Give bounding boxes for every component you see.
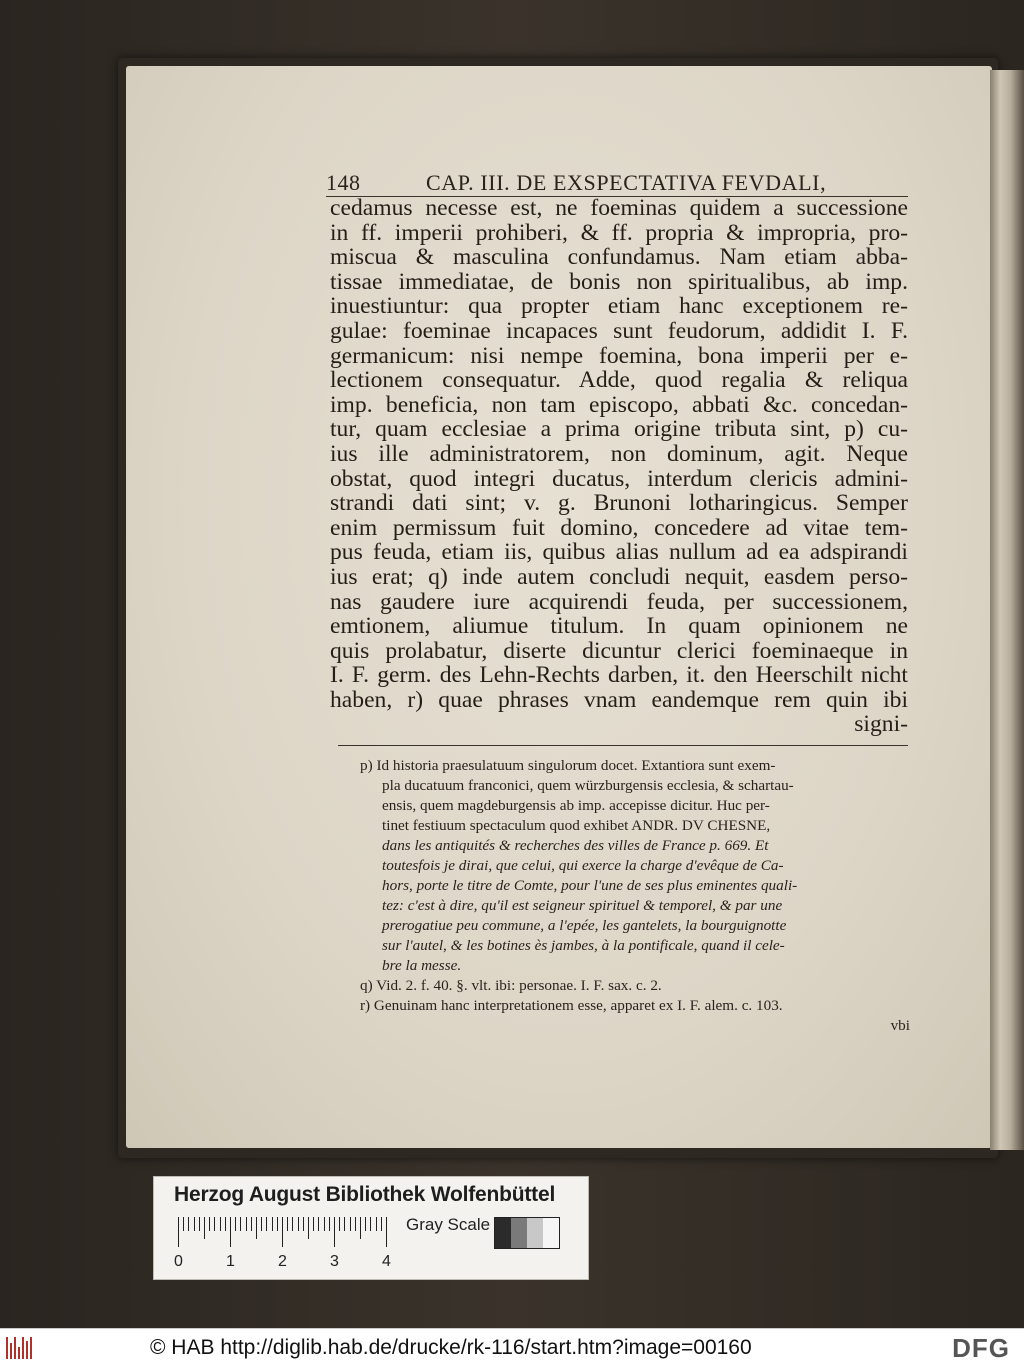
body-line: in ff. imperii prohiberi, & ff. propria & impropria, pro- <box>330 220 908 246</box>
ruler-tick <box>287 1217 288 1231</box>
ruler-tick <box>188 1217 189 1231</box>
ruler-tick <box>230 1217 231 1247</box>
ruler-tick <box>235 1217 236 1231</box>
gray-swatch <box>543 1218 559 1248</box>
ruler-label: 2 <box>278 1253 287 1270</box>
ruler-tick <box>246 1217 247 1231</box>
ruler-tick <box>298 1217 299 1231</box>
ruler-tick <box>386 1217 387 1247</box>
body-line: tissae immediatae, de bonis non spiritualibus, ab imp. <box>330 269 908 295</box>
color-calibration-bar <box>153 1176 589 1280</box>
footnote-line: toutesfois je dirai, que celui, qui exerce la charge d'evêque de Ca- <box>382 857 784 874</box>
ruler-tick <box>266 1217 267 1231</box>
dfg-logo: DFG <box>952 1333 1010 1363</box>
body-line: quis prolabatur, diserte dicuntur clerici foeminaeque in <box>330 638 908 664</box>
ruler-tick <box>318 1217 319 1231</box>
body-line: pus feuda, etiam iis, quibus alias nullum ad ea adspirandi <box>330 540 908 565</box>
running-title: CAP. III. DE EXSPECTATIVA FEVDALI, <box>426 170 827 195</box>
body-line: enim permissum fuit domino, concedere ad vitae tem- <box>330 515 908 541</box>
footnote-line: prerogatiue peu commune, a l'epée, les gantelets, la bourguignotte <box>382 917 787 934</box>
footnote-line: hors, porte le titre de Comte, pour l'une de ses plus eminentes quali- <box>382 877 798 894</box>
gray-swatch <box>511 1218 527 1248</box>
ruler-tick <box>272 1217 273 1231</box>
ruler-label: 4 <box>382 1253 391 1270</box>
ruler-tick <box>214 1217 215 1231</box>
page-header <box>326 168 908 197</box>
body-line: tur, quam ecclesiae a prima origine tributa sint, p) cu- <box>330 417 908 442</box>
body-line: haben, r) quae phrases vnam eandemque rem quin ibi <box>330 687 908 713</box>
ruler-tick <box>381 1217 382 1231</box>
footnote-line: tinet festiuum spectaculum quod exhibet ANDR. DV CHESNE, <box>382 817 771 834</box>
ruler-tick <box>220 1217 221 1231</box>
catchword: signi- <box>854 712 908 738</box>
ruler-tick <box>350 1217 351 1231</box>
ruler-tick <box>324 1217 325 1231</box>
ruler-tick <box>204 1217 205 1239</box>
footnote-line: q) Vid. 2. f. 40. §. vlt. ibi: personae. I. F. sax. c. 2. <box>360 977 662 994</box>
ruler-label: 3 <box>330 1253 339 1270</box>
page-number: 148 <box>326 170 361 195</box>
body-line: miscua & masculina confundamus. Nam etiam abba- <box>330 245 908 270</box>
footer-bar <box>0 1328 1024 1367</box>
ruler-tick <box>376 1217 377 1231</box>
body-line: imp. beneficia, non tam episcopo, abbati &c. concedan- <box>330 392 908 418</box>
ruler-tick <box>282 1217 283 1247</box>
body-line: nas gaudere iure acquirendi feuda, per successionem, <box>330 589 908 615</box>
body-line: cedamus necesse est, ne foeminas quidem a successione <box>330 196 908 221</box>
ruler-tick <box>256 1217 257 1239</box>
ruler-tick <box>183 1217 184 1231</box>
ruler-tick <box>313 1217 314 1231</box>
gray-swatch <box>495 1218 511 1248</box>
ruler-tick <box>303 1217 304 1231</box>
body-line: gulae: foeminae incapaces sunt feudorum, addidit I. F. <box>330 318 908 344</box>
gray-swatch <box>527 1218 543 1248</box>
copyright-link[interactable]: © HAB http://diglib.hab.de/drucke/rk-116/start.htm?image=00160 <box>150 1336 752 1359</box>
footnote-line: ensis, quem magdeburgensis ab imp. accepisse dicitur. Huc per- <box>382 797 770 814</box>
footnote-line: p) Id historia praesulatuum singulorum docet. Extantiora sunt exem- <box>360 757 776 774</box>
body-line: emtionem, aliumue titulum. In quam opinionem ne <box>330 614 908 639</box>
ruler-tick <box>277 1217 278 1231</box>
ruler-tick <box>209 1217 210 1231</box>
ruler-tick <box>334 1217 335 1247</box>
ruler-tick <box>308 1217 309 1239</box>
ruler-tick <box>365 1217 366 1231</box>
footnote-line: pla ducatuum franconici, quem würzburgensis ecclesia, & schartau- <box>382 777 794 794</box>
ruler-tick <box>329 1217 330 1231</box>
ruler-tick <box>292 1217 293 1231</box>
footnotes <box>360 756 910 1036</box>
ruler-tick <box>339 1217 340 1231</box>
ruler-tick <box>178 1217 179 1247</box>
ruler-tick <box>240 1217 241 1231</box>
footnote-line: r) Genuinam hanc interpretationem esse, apparet ex I. F. alem. c. 103. <box>360 997 783 1014</box>
ruler-tick <box>199 1217 200 1231</box>
footnote-line: tez: c'est à dire, qu'il est seigneur spirituel & temporel, & par une <box>382 897 783 914</box>
body-line: I. F. germ. des Lehn-Rechts darben, it. den Heerschilt nicht <box>330 663 908 688</box>
scale-ruler <box>178 1217 390 1247</box>
ruler-tick <box>360 1217 361 1239</box>
footnote-line: sur l'autel, & les botines ès jambes, à la pontificale, quand il cele- <box>382 937 785 954</box>
hab-logo-icon <box>6 1337 44 1359</box>
ruler-label: 0 <box>174 1253 183 1270</box>
footnote-catchword: vbi <box>890 1017 910 1034</box>
body-line: obstat, quod integri ducatus, interdum clericis admini- <box>330 466 908 492</box>
body-line: strandi dati sint; v. g. Brunoni lotharingicus. Semper <box>330 491 908 516</box>
ruler-tick <box>344 1217 345 1231</box>
ruler-labels <box>174 1253 404 1273</box>
body-line: ius erat; q) inde autem concludi nequit, easdem perso- <box>330 564 908 590</box>
footnote-rule <box>338 745 908 746</box>
ruler-tick <box>194 1217 195 1231</box>
footnote-line: dans les antiquités & recherches des villes de France p. 669. Et <box>382 837 769 854</box>
page-edge <box>990 70 1024 1150</box>
ruler-tick <box>225 1217 226 1231</box>
body-text <box>330 196 908 737</box>
ruler-tick <box>261 1217 262 1231</box>
ruler-tick <box>370 1217 371 1231</box>
ruler-tick <box>355 1217 356 1231</box>
body-line: ius ille administratorem, non dominum, agit. Neque <box>330 441 908 467</box>
ruler-label: 1 <box>226 1253 235 1270</box>
footnote-line: bre la messe. <box>382 957 462 974</box>
ruler-tick <box>251 1217 252 1231</box>
body-line: lectionem consequatur. Adde, quod regalia & reliqua <box>330 368 908 393</box>
body-line: germanicum: nisi nempe foemina, bona imperii per e- <box>330 343 908 369</box>
gray-scale-swatches <box>494 1217 560 1249</box>
gray-scale-label: Gray Scale <box>406 1215 491 1234</box>
institution-label: Herzog August Bibliothek Wolfenbüttel <box>174 1183 556 1206</box>
body-line: inuestiuntur: qua propter etiam hanc exceptionem re- <box>330 294 908 319</box>
